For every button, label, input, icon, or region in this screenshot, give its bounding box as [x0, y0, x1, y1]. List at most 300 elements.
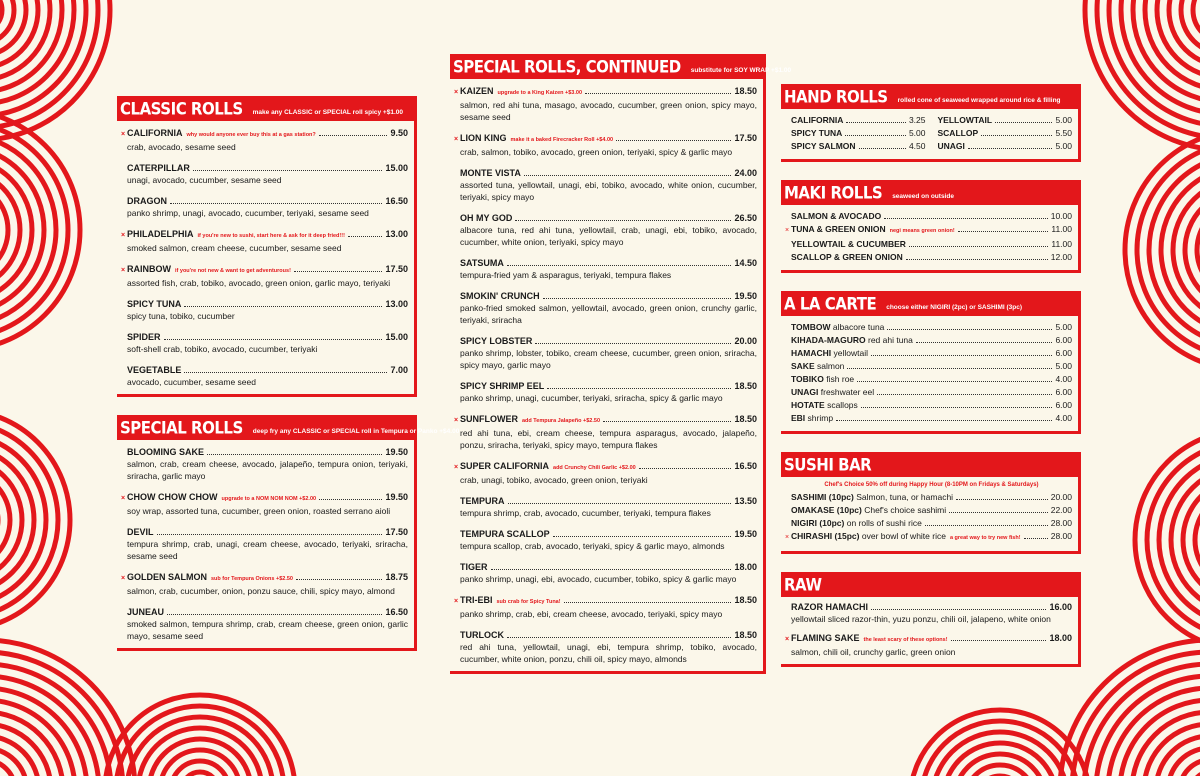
dot-leader [547, 388, 731, 389]
item-name: CALIFORNIA [791, 115, 844, 125]
menu-item-line [791, 602, 1072, 613]
item-description: salmon, crab, cream cheese, avocado, jalapeño, tempura onion, teriyaki, sriracha, garlic mayo [127, 459, 408, 481]
item-description: albacore tuna [832, 322, 885, 332]
dot-leader [909, 246, 1048, 247]
dot-leader [553, 536, 732, 537]
swirl-ring [0, 700, 75, 776]
menu-item-line [127, 299, 408, 310]
dot-leader [535, 343, 731, 344]
item-name: TIGER [460, 562, 488, 572]
item-tip: the least scary of these options! [863, 637, 948, 643]
item-description: crab, salmon, tobiko, avocado, green onion, teriyaki, spicy & garlic mayo [460, 147, 733, 157]
dot-leader [951, 640, 1047, 641]
dot-leader [157, 534, 383, 535]
recommended-mark-icon: × [454, 598, 459, 605]
item-tip: negi means green onion! [889, 228, 955, 234]
menu-item-line [454, 86, 757, 99]
dot-leader [887, 329, 1052, 330]
dot-leader [639, 468, 732, 469]
column-left [117, 96, 460, 669]
menu-row [791, 238, 1072, 251]
item-price: 6.00 [1055, 335, 1072, 345]
item-price: 5.50 [1055, 128, 1072, 138]
section-title: A LA CARTE [784, 293, 877, 315]
item-tip: why would anyone ever buy this at a gas station? [186, 132, 316, 138]
item-name: CHOW CHOW CHOW [127, 492, 218, 502]
dot-leader [167, 614, 382, 615]
menu-item-line [454, 133, 757, 146]
item-name: TURLOCK [460, 630, 504, 640]
menu-item-line [460, 381, 757, 392]
menu-item [460, 381, 757, 404]
item-tip: make it a baked Firecracker Roll +$4.00 [510, 137, 614, 143]
hand-rolls-banner [781, 84, 1081, 109]
item-list [117, 121, 417, 397]
item-tip: if you're new to sushi, start here & ask for it deep fried!!! [197, 233, 345, 239]
item-description: over bowl of white rice [861, 531, 946, 541]
menu-row [791, 114, 926, 127]
item-name: SMOKIN' CRUNCH [460, 291, 540, 301]
item-name: SPICY TUNA [127, 299, 182, 309]
item-price: 17.50 [385, 264, 408, 274]
item-price: 19.50 [385, 492, 408, 502]
menu-item [460, 168, 757, 203]
item-price: 17.50 [385, 527, 408, 537]
item-price: 6.00 [1055, 400, 1072, 410]
section-title: HAND ROLLS [784, 86, 888, 108]
dot-leader [507, 637, 731, 638]
recommended-mark-icon: × [121, 495, 126, 502]
menu-item [454, 461, 757, 486]
item-description: soft-shell crab, tobiko, avocado, cucumber, teriyaki [127, 344, 318, 354]
menu-item-line [127, 447, 408, 458]
item-name: SATSUMA [460, 258, 504, 268]
menu-item [127, 163, 408, 186]
item-price: 6.00 [1055, 348, 1072, 358]
dot-leader [296, 579, 383, 580]
item-price: 18.75 [385, 572, 408, 582]
menu-row [791, 251, 1072, 264]
item-description: unagi, avocado, cucumber, sesame seed [127, 175, 282, 185]
item-price: 20.00 [1050, 492, 1072, 502]
item-description: panko shrimp, unagi, avocado, cucumber, teriyaki, sesame seed [127, 208, 369, 218]
swirl-ring [0, 760, 15, 776]
dot-leader [877, 394, 1052, 395]
item-description: salmon, chili oil, crunchy garlic, green onion [791, 647, 956, 657]
menu-row [791, 140, 926, 153]
dot-leader [958, 231, 1049, 232]
menu-item [460, 529, 757, 552]
swirl-ring [1180, 760, 1200, 776]
dot-leader [949, 512, 1048, 513]
menu-row [791, 373, 1072, 386]
item-price: 18.50 [734, 595, 757, 605]
menu-item [791, 602, 1072, 625]
menu-item [460, 213, 757, 248]
column-middle [450, 54, 792, 692]
item-list [781, 316, 1081, 434]
item-description: tempura scallop, crab, avocado, teriyaki, spicy & garlic mayo, almonds [460, 541, 725, 551]
item-tip: sub for Tempura Onions +$2.50 [211, 576, 293, 582]
menu-item [127, 607, 408, 642]
dot-leader [508, 503, 732, 504]
menu-item [785, 633, 1072, 658]
a-la-carte-banner [781, 291, 1081, 316]
item-price: 13.00 [385, 229, 408, 239]
dot-leader [616, 140, 731, 141]
section-title: SPECIAL ROLLS, CONTINUED [453, 56, 681, 78]
hand-rolls-section [781, 84, 1081, 162]
menu-row [785, 530, 1072, 545]
item-description: tempura-fried yam & asparagus, teriyaki, tempura flakes [460, 270, 672, 280]
item-description: yellowtail sliced razor-thin, yuzu ponzu, chili oil, jalapeno, white onion [791, 614, 1051, 624]
menu-item [460, 291, 757, 326]
dot-leader [319, 135, 388, 136]
menu-row [791, 412, 1072, 425]
dot-leader [1024, 538, 1048, 539]
item-price: 6.00 [1055, 387, 1072, 397]
dot-leader [348, 236, 383, 237]
item-description: scallops [827, 400, 858, 410]
menu-item [460, 562, 757, 585]
dot-leader [294, 271, 383, 272]
menu-row [791, 517, 1072, 530]
item-description: salmon [817, 361, 845, 371]
item-name: YELLOWTAIL [937, 115, 993, 125]
dot-leader [859, 148, 906, 149]
item-price: 4.50 [908, 141, 926, 151]
dot-leader [847, 368, 1052, 369]
item-price: 18.50 [734, 630, 757, 640]
recommended-mark-icon: × [785, 534, 790, 541]
item-name: CALIFORNIA [127, 128, 183, 138]
menu-item-line [460, 562, 757, 573]
item-tip: if you're not new & want to get adventurous! [175, 268, 291, 274]
item-price: 15.00 [385, 163, 408, 173]
menu-item-line [460, 168, 757, 179]
menu-item-line [460, 630, 757, 641]
item-price: 3.25 [908, 115, 926, 125]
item-description: red ahi tuna, yellowtail, unagi, ebi, tempura shrimp, tobiko, avocado, cucumber, white onion, ponzu, chili oil, spicy mayo, almonds [460, 642, 757, 664]
item-name: SCALLOP & GREEN ONION [791, 252, 903, 262]
dot-leader [845, 135, 906, 136]
item-name: SUNFLOWER [460, 414, 518, 424]
item-description: fish roe [826, 374, 855, 384]
menu-item [127, 299, 408, 322]
menu-row [791, 360, 1072, 373]
item-name: RAZOR HAMACHI [791, 602, 868, 612]
item-description: panko shrimp, unagi, ebi, avocado, cucumber, tobiko, spicy & garlic mayo [460, 574, 737, 584]
item-price: 24.00 [734, 168, 757, 178]
dot-leader [164, 339, 383, 340]
item-price: 9.50 [390, 128, 408, 138]
item-name: SPIDER [127, 332, 161, 342]
menu-item-line [460, 336, 757, 347]
sushi-bar-section [781, 452, 1081, 554]
menu-item [121, 229, 408, 254]
item-name: SPICY TUNA [791, 128, 843, 138]
menu-item-line [127, 163, 408, 174]
item-name: TOMBOW [791, 322, 831, 332]
item-description: crab, unagi, tobiko, avocado, green onion, teriyaki [460, 475, 648, 485]
item-name: TEMPURA SCALLOP [460, 529, 550, 539]
menu-row [791, 210, 1072, 223]
menu-item [127, 447, 408, 482]
item-name: VEGETABLE [127, 365, 182, 375]
menu-item-line [454, 414, 757, 427]
menu-item [454, 414, 757, 451]
special-rolls-banner [117, 415, 460, 440]
dot-leader [319, 499, 382, 500]
menu-item [454, 595, 757, 620]
item-price: 18.00 [1049, 633, 1072, 643]
recommended-mark-icon: × [121, 131, 126, 138]
section-note: make any CLASSIC or SPECIAL roll spicy +$1.00 [252, 108, 403, 116]
recommended-mark-icon: × [785, 636, 790, 643]
item-price: 22.00 [1050, 505, 1072, 515]
item-name: CATERPILLAR [127, 163, 190, 173]
item-price: 20.00 [734, 336, 757, 346]
item-description: avocado, cucumber, sesame seed [127, 377, 256, 387]
item-name: TRI-EBI [460, 595, 493, 605]
item-price: 5.00 [1055, 361, 1072, 371]
menu-item [454, 86, 757, 123]
a-la-carte-section [781, 291, 1081, 434]
menu-item-line [127, 365, 408, 376]
item-price: 13.50 [734, 496, 757, 506]
item-price: 13.00 [385, 299, 408, 309]
menu-item-line [460, 258, 757, 269]
item-tip: add Crunchy Chili Garlic +$2.00 [553, 465, 636, 471]
dot-leader [871, 355, 1052, 356]
menu-item [127, 332, 408, 355]
item-description: shrimp [807, 413, 834, 423]
menu-row [785, 223, 1072, 238]
swirl-ring [0, 0, 2, 32]
item-price: 19.50 [385, 447, 408, 457]
item-description: assorted tuna, yellowtail, unagi, ebi, tobiko, avocado, white onion, cucumber, teriyaki, spicy mayo [460, 180, 757, 202]
item-price: 12.00 [1050, 252, 1072, 262]
special-rolls-continued-banner [450, 54, 792, 79]
dot-leader [857, 381, 1052, 382]
dot-leader [507, 265, 732, 266]
recommended-mark-icon: × [454, 136, 459, 143]
section-note: choose either NIGIRI (2pc) or SASHIMI (3pc) [886, 303, 1023, 311]
menu-row [791, 334, 1072, 347]
item-name: SPICY LOBSTER [460, 336, 533, 346]
happy-hour-note: Chef's Choice 50% off during Happy Hour (8-10PM on Fridays & Saturdays) [824, 482, 1039, 488]
item-price: 19.50 [734, 291, 757, 301]
raw-section [781, 572, 1081, 667]
recommended-mark-icon: × [454, 89, 459, 96]
item-description: panko shrimp, crab, ebi, cream cheese, avocado, teriyaki, spicy mayo [460, 609, 723, 619]
menu-item [460, 258, 757, 281]
section-note: deep fry any CLASSIC or SPECIAL roll in Tempura or Panko +$4.00 [252, 427, 460, 435]
menu-item [460, 496, 757, 519]
special-rolls-continued-section [450, 54, 792, 674]
menu-item-line [454, 595, 757, 608]
item-name: TOBIKO [791, 374, 824, 384]
item-tip: upgrade to a King Kaizen +$3.00 [497, 90, 583, 96]
item-description: freshwater eel [820, 387, 875, 397]
item-name: KAIZEN [460, 86, 494, 96]
item-price: 7.00 [390, 365, 408, 375]
dot-leader [981, 135, 1052, 136]
item-name: BLOOMING SAKE [127, 447, 205, 457]
dot-leader [603, 421, 731, 422]
item-name: NIGIRI (10pc) [791, 518, 845, 528]
item-description: tempura shrimp, crab, avocado, cucumber, teriyaki, tempura flakes [460, 508, 711, 518]
item-name: OMAKASE (10pc) [791, 505, 862, 515]
menu-item-line [127, 196, 408, 207]
item-name: SUPER CALIFORNIA [460, 461, 550, 471]
menu-item [121, 128, 408, 153]
hand-roll-grid [781, 109, 1081, 162]
menu-item-line [460, 291, 757, 302]
item-price: 18.50 [734, 414, 757, 424]
maki-rolls-section [781, 180, 1081, 273]
dot-leader [925, 525, 1048, 526]
dot-leader [524, 175, 732, 176]
item-name: UNAGI [791, 387, 819, 397]
menu-row [938, 114, 1073, 127]
recommended-mark-icon: × [785, 227, 790, 234]
item-price: 28.00 [1050, 518, 1072, 528]
item-name: PHILADELPHIA [127, 229, 194, 239]
item-name: KIHADA-MAGURO [791, 335, 866, 345]
dot-leader [846, 122, 906, 123]
item-description: red ahi tuna, ebi, cream cheese, tempura asparagus, avocado, jalapeño, ponzu, sriracha, teriyaki, spicy mayo, tempura flakes [460, 428, 757, 450]
menu-row [791, 386, 1072, 399]
item-name: SPICY SALMON [791, 141, 856, 151]
item-price: 16.00 [1049, 602, 1072, 612]
menu-row [791, 504, 1072, 517]
dot-leader [515, 220, 731, 221]
item-name: JUNEAU [127, 607, 165, 617]
item-price: 18.50 [734, 86, 757, 96]
item-name: GOLDEN SALMON [127, 572, 207, 582]
menu-row [938, 127, 1073, 140]
maki-rolls-banner [781, 180, 1081, 205]
item-price: 5.00 [1055, 141, 1072, 151]
menu-item [454, 133, 757, 158]
swirl-ring [1193, 0, 1200, 42]
swirl-ring [1137, 142, 1200, 358]
menu-item-line [127, 332, 408, 343]
dot-leader [543, 298, 732, 299]
menu-item [127, 527, 408, 562]
item-price: 11.00 [1051, 239, 1072, 249]
item-description: crab, avocado, sesame seed [127, 142, 236, 152]
section-title: CLASSIC ROLLS [120, 98, 243, 120]
item-price: 17.50 [734, 133, 757, 143]
item-name: SALMON & AVOCADO [791, 211, 882, 221]
sushi-bar-rows [785, 491, 1072, 545]
menu-row [791, 347, 1072, 360]
item-description: salmon, red ahi tuna, masago, avocado, cucumber, green onion, spicy mayo, sesame seed [460, 100, 757, 122]
recommended-mark-icon: × [121, 232, 126, 239]
section-title: MAKI ROLLS [784, 182, 883, 204]
item-list [117, 440, 417, 651]
section-note: seaweed on outside [892, 192, 954, 200]
item-name: SCALLOP [937, 128, 979, 138]
item-name: UNAGI [937, 141, 965, 151]
item-name: LION KING [460, 133, 507, 143]
menu-item [121, 572, 408, 597]
item-description: soy wrap, assorted tuna, cucumber, green onion, roasted serrano aioli [127, 506, 391, 516]
item-name: HOTATE [791, 400, 825, 410]
dot-leader [170, 203, 382, 204]
item-name: HAMACHI [791, 348, 832, 358]
item-description: red ahi tuna [867, 335, 913, 345]
item-description: on rolls of sushi rice [846, 518, 922, 528]
sushi-bar-banner [781, 452, 1081, 477]
dot-leader [193, 170, 383, 171]
item-name: SPICY SHRIMP EEL [460, 381, 545, 391]
section-title: RAW [784, 574, 822, 596]
dot-leader [184, 306, 382, 307]
item-description: panko-fried smoked salmon, yellowtail, avocado, green onion, crunchy garlic, teriyaki, sriracha [460, 303, 757, 325]
menu-item-line [127, 607, 408, 618]
menu-row [791, 321, 1072, 334]
item-tip: upgrade to a NOM NOM NOM +$2.00 [221, 496, 317, 502]
menu-item [121, 492, 408, 517]
dot-leader [956, 499, 1048, 500]
item-list [781, 205, 1081, 273]
menu-item-line [127, 527, 408, 538]
dot-leader [564, 602, 732, 603]
item-price: 26.50 [734, 213, 757, 223]
item-description: yellowtail [833, 348, 869, 358]
menu-item-line [121, 264, 408, 277]
item-name: EBI [791, 413, 806, 423]
item-name: SASHIMI (10pc) [791, 492, 854, 502]
item-list [781, 477, 1081, 554]
recommended-mark-icon: × [454, 417, 459, 424]
item-name: TUNA & GREEN ONION [791, 224, 886, 234]
item-name: YELLOWTAIL & CUCUMBER [791, 239, 906, 249]
item-description: Salmon, tuna, or hamachi [856, 492, 954, 502]
classic-rolls-banner [117, 96, 417, 121]
item-price: 16.50 [734, 461, 757, 471]
item-name: DRAGON [127, 196, 167, 206]
menu-item-line [121, 492, 408, 505]
section-title: SPECIAL ROLLS [120, 417, 243, 439]
section-title: SUSHI BAR [784, 454, 872, 476]
item-price: 19.50 [734, 529, 757, 539]
item-name: CHIRASHI (15pc) [791, 531, 860, 541]
menu-item-line [785, 633, 1072, 646]
dot-leader [995, 122, 1052, 123]
dot-leader [871, 609, 1046, 610]
menu-row [791, 399, 1072, 412]
menu-item-line [460, 529, 757, 540]
section-note: rolled cone of seaweed wrapped around rice & filling [897, 96, 1061, 104]
item-name: TEMPURA [460, 496, 505, 506]
item-list [781, 597, 1081, 667]
menu-item-line [121, 128, 408, 141]
menu-item [121, 264, 408, 289]
menu-row [791, 127, 926, 140]
item-description: smoked salmon, tempura shrimp, crab, cream cheese, green onion, garlic mayo, sesame seed [127, 619, 408, 641]
item-price: 4.00 [1055, 374, 1072, 384]
menu-row [938, 140, 1073, 153]
item-price: 18.00 [734, 562, 757, 572]
dot-leader [836, 420, 1052, 421]
item-description: panko shrimp, unagi, cucumber, teriyaki, sriracha, spicy & garlic mayo [460, 393, 723, 403]
item-name: RAINBOW [127, 264, 171, 274]
menu-item [460, 630, 757, 665]
